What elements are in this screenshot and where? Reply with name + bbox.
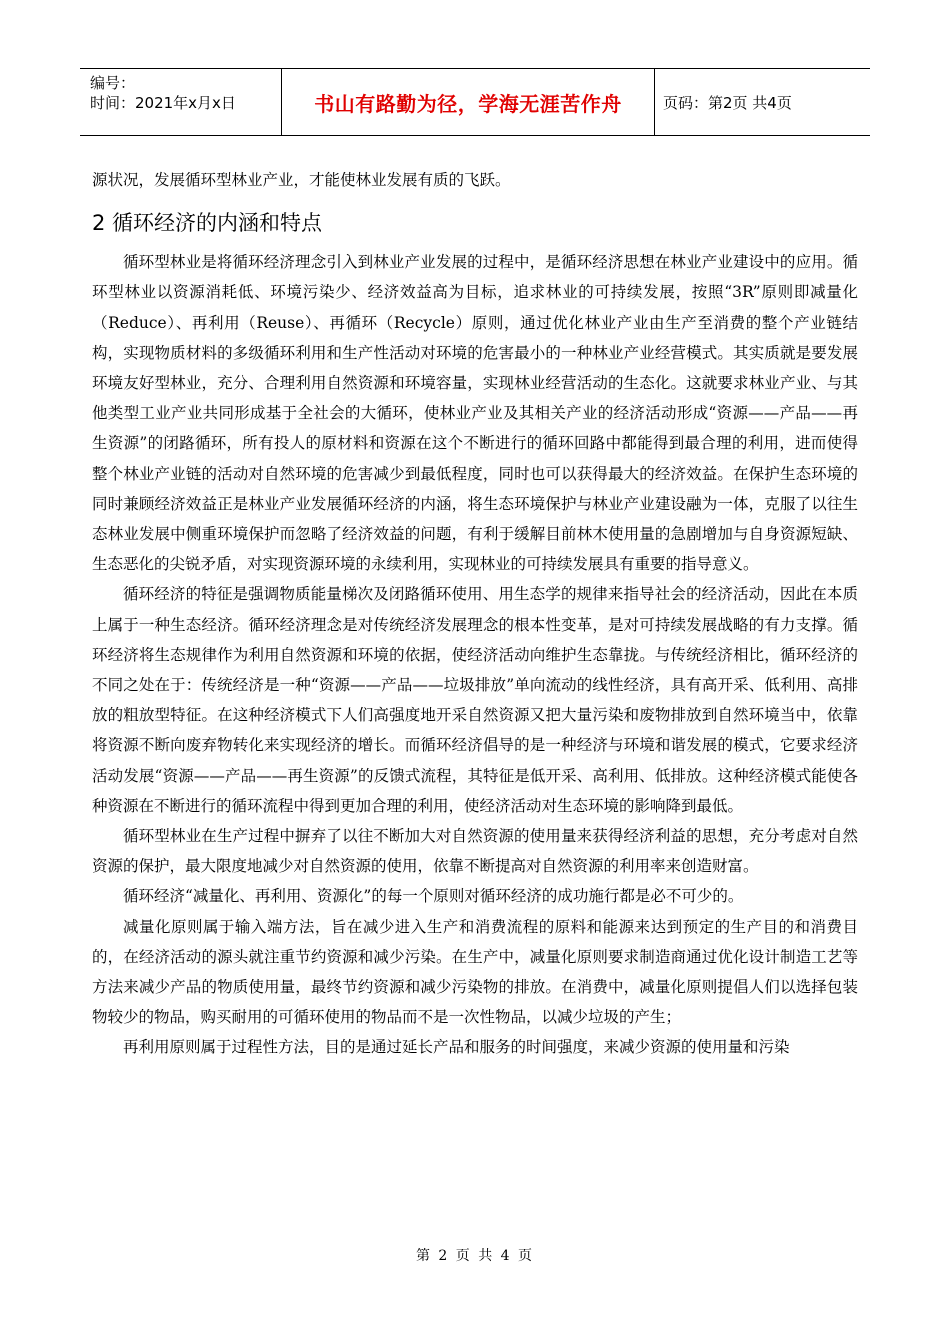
page-number-label: 页码：第2页 共4页 (663, 93, 792, 112)
motto-text: 书山有路勤为径，学海无涯苦作舟 (314, 91, 622, 116)
date-label: 时间：2021年x月x日 (90, 94, 236, 112)
section-heading: 2 循环经济的内涵和特点 (92, 211, 323, 236)
page-footer (0, 1245, 950, 1265)
paragraph-continuation: 源状况，发展循环型林业产业，才能使林业发展有质的飞跃。 (92, 171, 511, 189)
paragraph-reduce-principle: 减量化原则属于输入端方法，旨在减少进入生产和消费流程的原料和能源来达到预定的生产目的和消费目的，在经济活动的源头就注重节约资源和减少污染。在生产中，减量化原则要求制造商通过优化设计制造工艺等方法来减少产品的物质使用量，最终节约资源和减少污染物的排放。在消费中，减量化原则提倡人们以选择包装物较少的物品，购买耐用的可循环使用的物品而不是一次性物品，以减少垃圾的产生； (92, 917, 858, 1027)
header-table (80, 68, 870, 136)
paragraph-three-principles: 循环经济“减量化、再利用、资源化”的每一个原则对循环经济的成功施行都是必不可少的。 (123, 887, 744, 906)
paragraph-forestry-production: 循环型林业在生产过程中摒弃了以往不断加大对自然资源的使用量来获得经济利益的思想，充分考虑对自然资源的保护，最大限度地减少对自然资源的使用，依靠不断提高对自然资源的利用率来创造财富。 (92, 827, 858, 876)
paragraph-circular-economy-features: 循环经济的特征是强调物质能量梯次及闭路循环使用、用生态学的规律来指导社会的经济活动，因此在本质上属于一种生态经济。循环经济理念是对传统经济发展理念的根本性变革，是对可持续发展战略的有力支撑。循环经济将生态规律作为利用自然资源和环境的依据，使经济活动向维护生态靠拢。与传统经济相比，循环经济的不同之处在于：传统经济是一种“资源——产品——垃圾排放”单向流动的线性经济，具有高开采、低利用、高排放的粗放型特征。在这种经济模式下人们高强度地开采自然资源又把大量污染和废物排放到自然环境当中，依靠将资源不断向废弃物转化来实现经济的增长。而循环经济倡导的是一种经济与环境和谐发展的模式，它要求经济活动发展“资源——产品——再生资源”的反馈式流程，其特征是低开采、高利用、低排放。这种经济模式能使各种资源在不断进行的循环流程中得到更加合理的利用，使经济活动对生态环境的影响降到最低。 (92, 585, 858, 815)
motto-cell (282, 69, 655, 135)
footer-page-text: 第 2 页 共 4 页 (415, 1248, 535, 1264)
header-meta-cell (80, 69, 282, 135)
page-number-cell (655, 69, 870, 135)
paragraph-reuse-principle: 再利用原则属于过程性方法，目的是通过延长产品和服务的时间强度，来减少资源的使用量和污染 (123, 1038, 790, 1057)
paragraph-circular-forestry: 循环型林业是将循环经济理念引入到林业产业发展的过程中，是循环经济思想在林业产业建设中的应用。循环型林业以资源消耗低、环境污染少、经济效益高为目标，追求林业的可持续发展，按照“3R”原则即减量化（Reduce）、再利用（Reuse）、再循环（Recycle）原则，通过优化林业产业由生产至消费的整个产业链结构，实现物质材料的多级循环利用和生产性活动对环境的危害最小的一种林业产业经营模式。其实质就是要发展环境友好型林业，充分、合理利用自然资源和环境容量，实现林业经营活动的生态化。这就要求林业产业、与其他类型工业产业共同形成基于全社会的大循环，使林业产业及其相关产业的经济活动形成“资源——产品——再生资源”的闭路循环，所有投人的原材料和资源在这个不断进行的循环回路中都能得到最合理的利用，进而使得整个林业产业链的活动对自然环境的危害减少到最低程度，同时也可以获得最大的经济效益。在保护生态环境的同时兼顾经济效益正是林业产业发展循环经济的内涵，将生态环境保护与林业产业建设融为一体，克服了以往生态林业发展中侧重环境保护而忽略了经济效益的问题，有利于缓解目前林木使用量的急剧增加与自身资源短缺、生态恶化的尖锐矛盾，对实现资源环境的永续利用，实现林业的可持续发展具有重要的指导意义。 (92, 253, 858, 574)
number-label: 编号： (90, 74, 136, 92)
document-body (92, 165, 858, 1063)
